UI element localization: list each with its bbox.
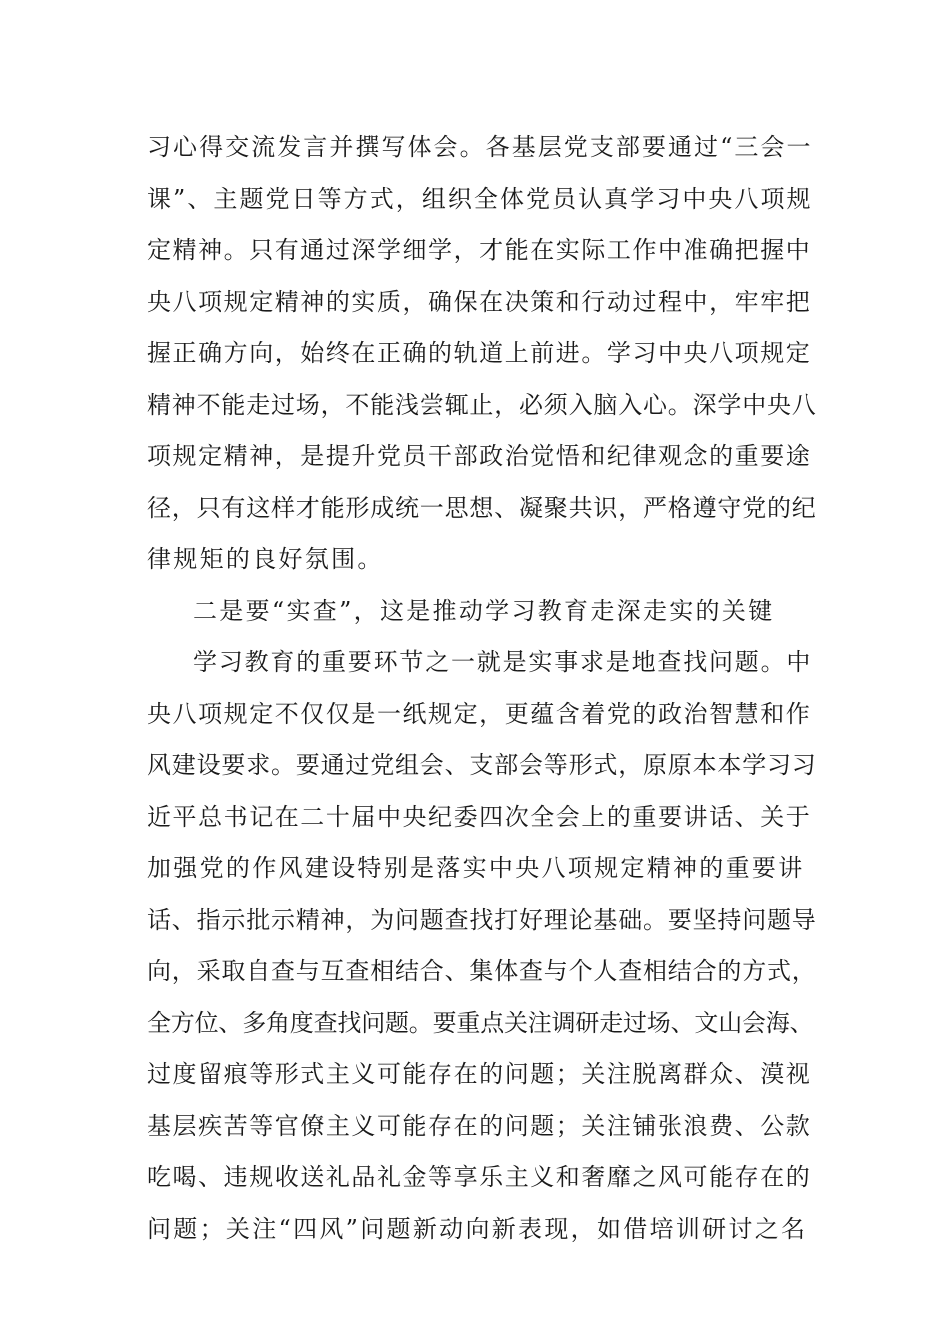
text-line: 项规定精神，是提升党员干部政治觉悟和纪律观念的重要途	[147, 442, 812, 470]
text-line: 过度留痕等形式主义可能存在的问题；关注脱离群众、漠视	[147, 1060, 812, 1088]
text-line: 握正确方向，始终在正确的轨道上前进。学习中央八项规定	[147, 339, 812, 367]
text-line: 近平总书记在二十届中央纪委四次全会上的重要讲话、关于	[147, 802, 812, 831]
text-line: 习心得交流发言并撰写体会。各基层党支部要通过“三会一	[147, 133, 813, 161]
text-line: 向，采取自查与互查相结合、集体查与个人查相结合的方式，	[147, 957, 817, 985]
text-line: 律规矩的良好氛围。	[147, 545, 384, 573]
text-line: 加强党的作风建设特别是落实中央八项规定精神的重要讲	[147, 854, 805, 882]
text-line: 二是要“实查”，这是推动学习教育走深走实的关键	[193, 596, 775, 625]
text-line: 精神不能走过场，不能浅尝辄止，必须入脑入心。深学中央八	[147, 390, 817, 419]
text-line: 风建设要求。要通过党组会、支部会等形式，原原本本学习习	[147, 751, 817, 779]
text-line: 学习教育的重要环节之一就是实事求是地查找问题。中	[193, 648, 813, 676]
text-line: 央八项规定精神的实质，确保在决策和行动过程中，牢牢把	[147, 287, 812, 316]
text-line: 全方位、多角度查找问题。要重点关注调研走过场、文山会海、	[147, 1008, 814, 1037]
text-line: 基层疾苦等官僚主义可能存在的问题；关注铺张浪费、公款	[147, 1111, 812, 1140]
document-body	[147, 122, 817, 1255]
text-line: 问题；关注“四风”问题新动向新表现，如借培训研讨之名	[147, 1214, 808, 1243]
text-line: 话、指示批示精神，为问题查找打好理论基础。要坚持问题导	[147, 905, 817, 934]
text-line: 央八项规定不仅仅是一纸规定，更蕴含着党的政治智慧和作	[147, 699, 812, 728]
text-line: 吃喝、违规收送礼品礼金等享乐主义和奢靡之风可能存在的	[147, 1163, 812, 1191]
text-line: 径，只有这样才能形成统一思想、凝聚共识，严格遵守党的纪	[147, 493, 817, 522]
text-line: 定精神。只有通过深学细学，才能在实际工作中准确把握中	[147, 236, 812, 264]
text-line: 课”、主题党日等方式，组织全体党员认真学习中央八项规	[147, 184, 813, 213]
